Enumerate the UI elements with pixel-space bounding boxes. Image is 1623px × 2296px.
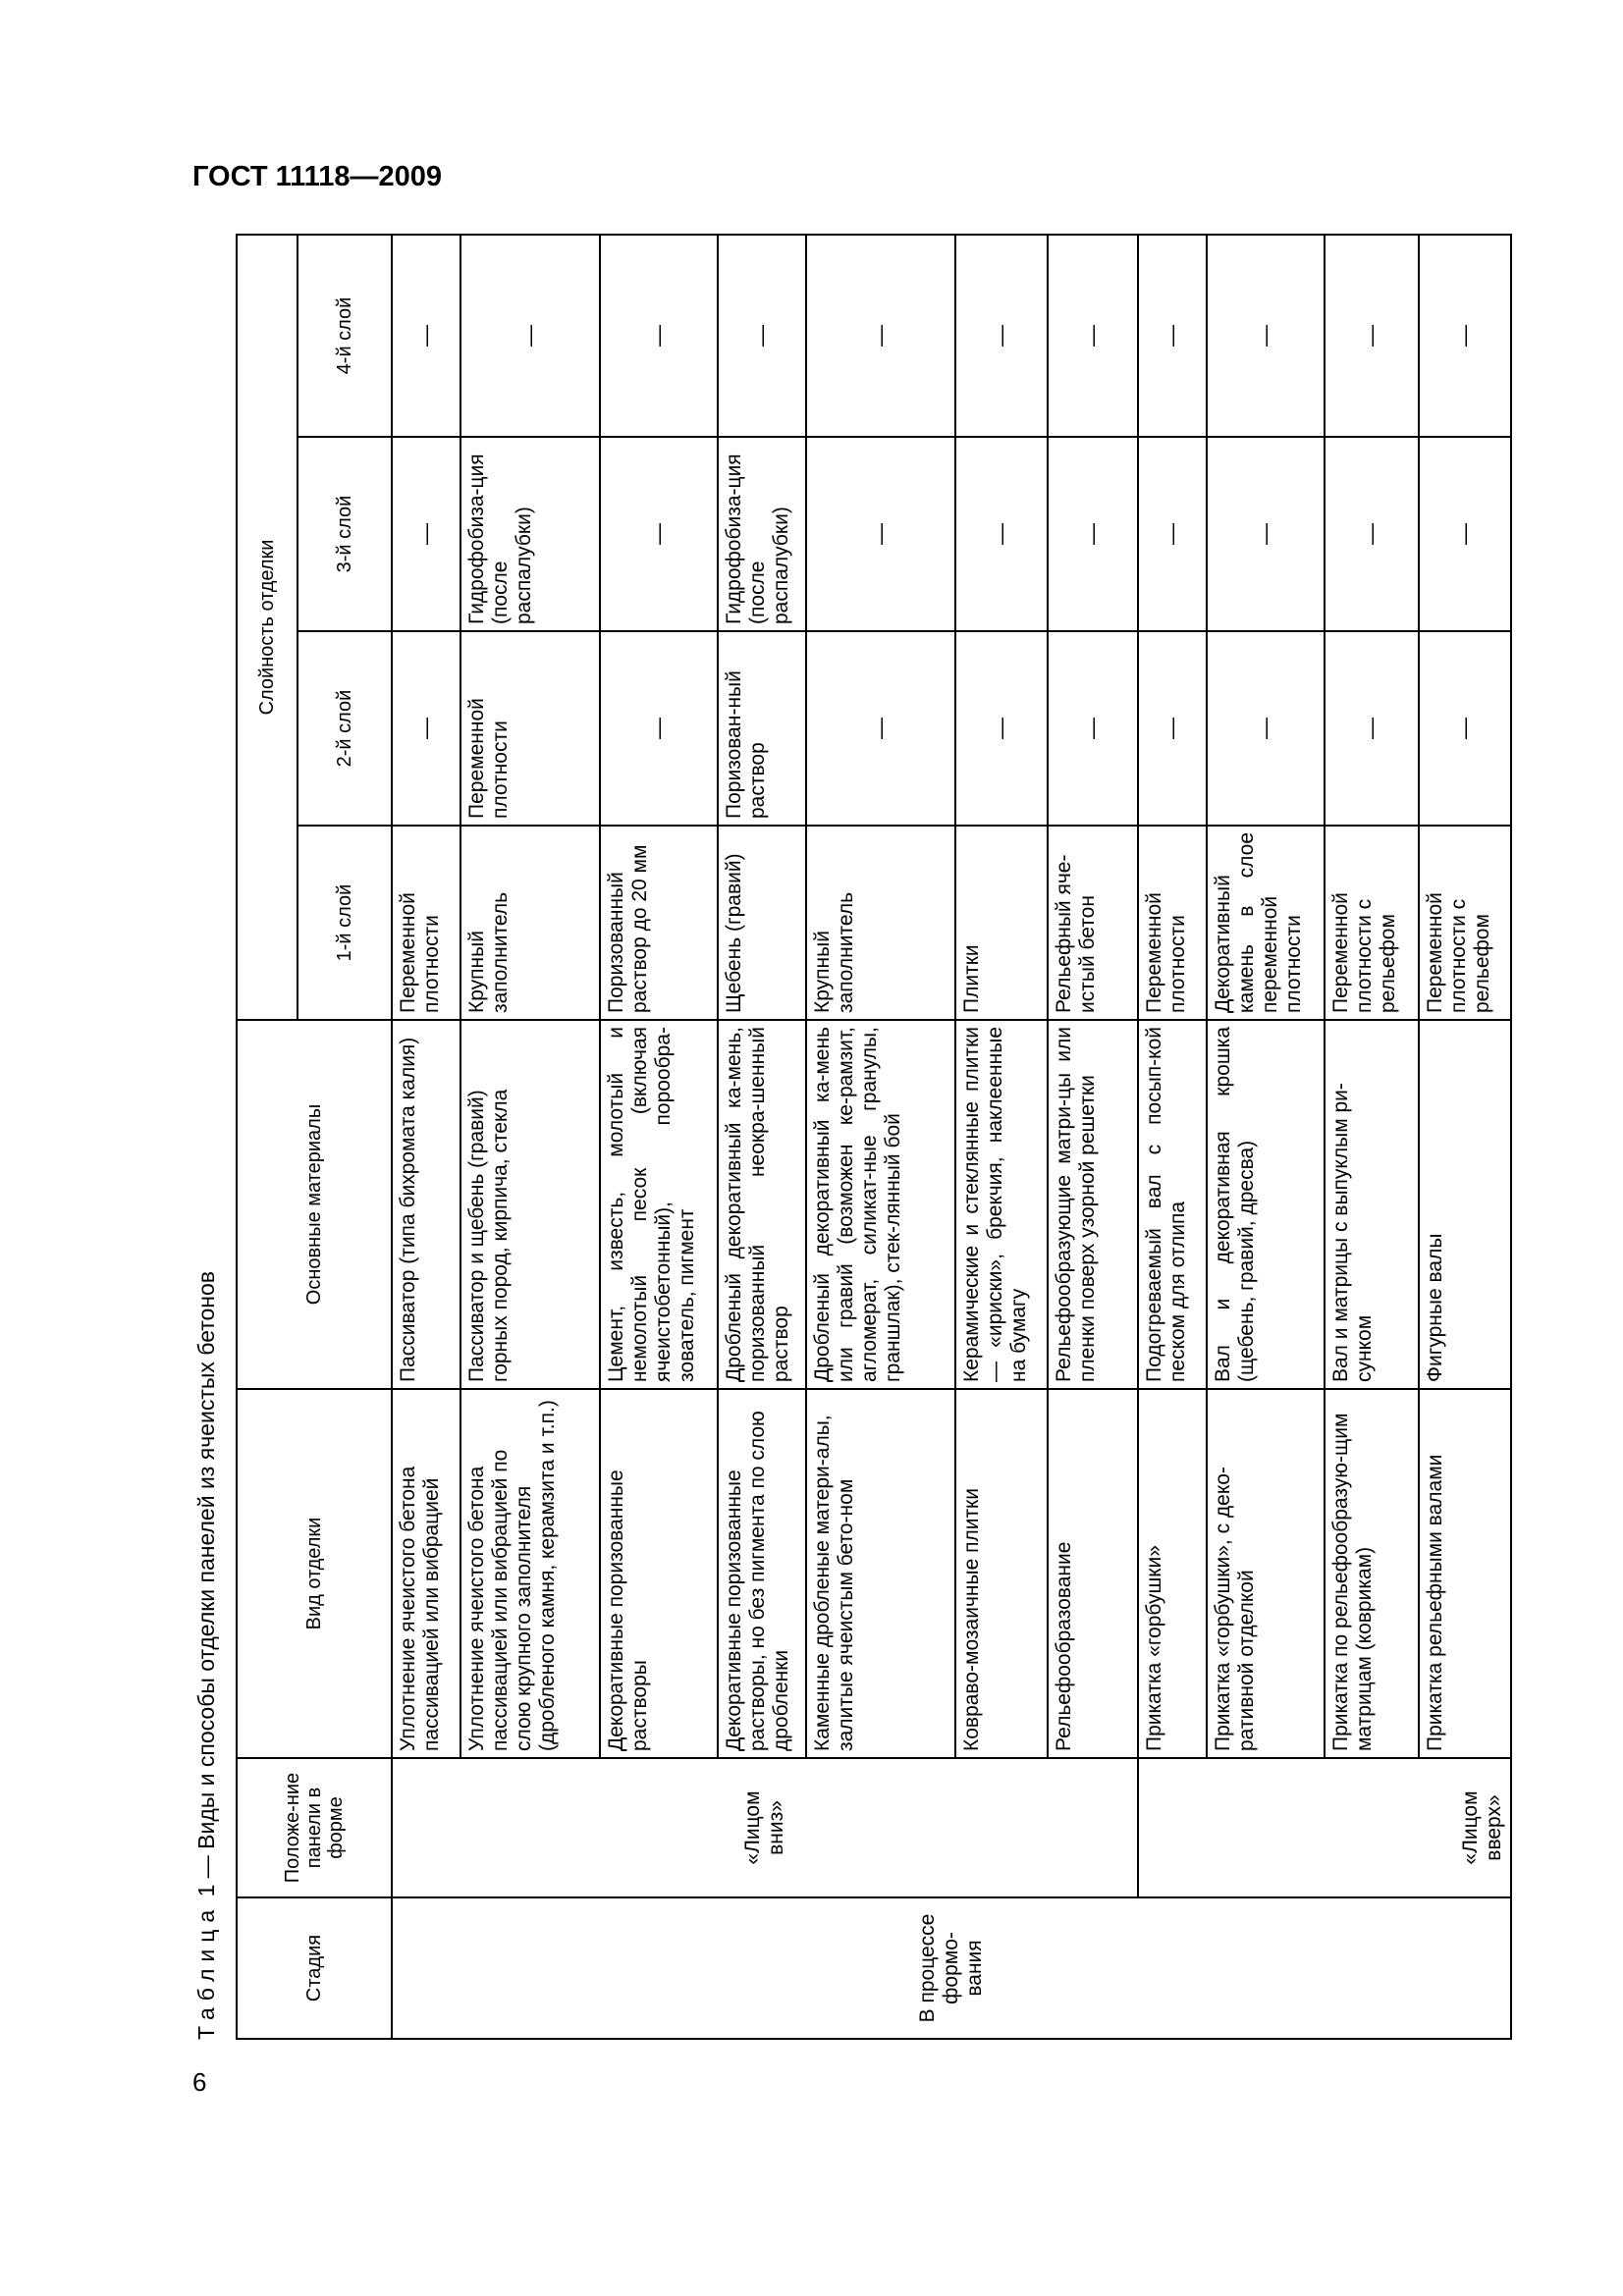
layer2-cell: — [1048,631,1138,826]
layer2-cell: Поризован-ный раствор [718,631,806,826]
finish-cell: Рельефообразование [1048,1389,1138,1758]
layer3-cell: — [392,437,460,631]
finish-cell: Декоративные поризованные растворы [600,1389,718,1758]
layer2-cell: — [1138,631,1207,826]
layer2-cell: — [1325,631,1419,826]
layer3-cell: Гидрофобиза-ция (после распалубки) [718,437,806,631]
layer2-cell: — [806,631,955,826]
layer1-cell: Переменной плотности [392,826,460,1020]
layer1-cell: Переменной плотности с рельефом [1325,826,1419,1020]
layer1-cell: Крупный заполнитель [460,826,600,1020]
page-number: 6 [192,2067,207,2097]
layer1-cell: Поризованный раствор до 20 мм [600,826,718,1020]
table-row [392,235,460,2039]
layer3-cell: — [1207,437,1325,631]
layer4-cell: — [1207,235,1325,437]
finish-cell: Декоративные поризованные растворы, но без пигмента по слою дробленки [718,1389,806,1758]
document-header: ГОСТ 11118—2009 [192,161,442,192]
layer2-cell: Переменной плотности [460,631,600,826]
layer4-cell: — [718,235,806,437]
materials-cell: Вал и матрицы с выпуклым ри-сунком [1325,1020,1419,1389]
table-row [1138,235,1207,2039]
layer2-cell: — [1207,631,1325,826]
layer2-cell: — [392,631,460,826]
table-caption [192,1271,220,2040]
materials-cell: Керамические и стеклянные плитки — «ириски», брекчия, наклеенные на бумагу [955,1020,1048,1389]
header-layer-1: 1-й слой [298,826,392,1020]
finish-cell: Каменные дробленые матери-алы, залитые ячеистым бето-ном [806,1389,955,1758]
materials-cell: Вал и декоративная крошка (щебень, гравий, дресва) [1207,1020,1325,1389]
materials-cell: Пассиватор и щебень (гравий) горных пород, кирпича, стекла [460,1020,600,1389]
layer4-cell: — [1048,235,1138,437]
layer4-cell: — [1138,235,1207,437]
layer3-cell: — [955,437,1048,631]
materials-cell: Подогреваемый вал с посып-кой песком для отлипа [1138,1020,1207,1389]
materials-cell: Пассиватор (типа бихромата калия) [392,1020,460,1389]
finish-cell: Прикатка «горбушки», с деко-ративной отделкой [1207,1389,1325,1758]
layer3-cell: — [1138,437,1207,631]
layer4-cell: — [955,235,1048,437]
header-layer-3: 3-й слой [298,437,392,631]
layer1-cell: Переменной плотности с рельефом [1419,826,1511,1020]
table-caption-prefix: Таблица [193,1902,219,2040]
layer3-cell: Гидрофобиза-ция (после распалубки) [460,437,600,631]
layer4-cell: — [1419,235,1511,437]
header-stage: Стадия [237,1897,392,2039]
layer1-cell: Декоративный камень в слое переменной плотности [1207,826,1325,1020]
header-finish-type: Вид отделки [237,1389,392,1758]
layer3-cell: — [1048,437,1138,631]
layer4-cell: — [600,235,718,437]
materials-cell: Фигурные валы [1419,1020,1511,1389]
layer3-cell: — [806,437,955,631]
position-up-cell: «Лицом вверх» [1138,1758,1511,1897]
layer1-cell: Крупный заполнитель [806,826,955,1020]
layer4-cell: — [1325,235,1419,437]
finish-cell: Уплотнение ячеистого бетона пассивацией или вибрацией по слою крупного заполнителя (дробленого камня, керамзита и т.п.) [460,1389,600,1758]
layer4-cell: — [806,235,955,437]
finish-cell: Прикатка по рельефообразую-щим матрицам (коврикам) [1325,1389,1419,1758]
table-caption-text: 1 — Виды и способы отделки панелей из ячеистых бетонов [193,1271,219,1897]
layer1-cell: Переменной плотности [1138,826,1207,1020]
header-layering: Слойность отделки [237,235,298,1020]
table-header-row [237,235,298,2039]
stage-cell: В процессе формо-вания [392,1897,1511,2039]
header-layer-2: 2-й слой [298,631,392,826]
materials-cell: Цемент, известь, молотый и немолотый песок (включая ячеистобетонный), порообра-зователь, пигмент [600,1020,718,1389]
header-layer-4: 4-й слой [298,235,392,437]
layer1-cell: Рельефный яче-истый бетон [1048,826,1138,1020]
rotated-table-block [192,236,1505,2040]
finishing-table [236,234,1512,2040]
layer2-cell: — [955,631,1048,826]
materials-cell: Дробленый декоративный ка-мень, поризованный неокра-шенный раствор [718,1020,806,1389]
header-position: Положе-ние панели в форме [237,1758,392,1897]
layer4-cell: — [392,235,460,437]
layer2-cell: — [1419,631,1511,826]
layer3-cell: — [1325,437,1419,631]
layer1-cell: Плитки [955,826,1048,1020]
finish-cell: Прикатка «горбушки» [1138,1389,1207,1758]
materials-cell: Рельефообразующие матри-цы или пленки поверх узорной решетки [1048,1020,1138,1389]
header-materials: Основные материалы [237,1020,392,1389]
layer4-cell: — [460,235,600,437]
layer3-cell: — [1419,437,1511,631]
finish-cell: Прикатка рельефными валами [1419,1389,1511,1758]
layer1-cell: Щебень (гравий) [718,826,806,1020]
layer3-cell: — [600,437,718,631]
materials-cell: Дробленый декоративный ка-мень или гравий (возможен ке-рамзит, агломерат, силикат-ные гранулы, граншлак), стек-лянный бой [806,1020,955,1389]
finish-cell: Уплотнение ячеистого бетона пассивацией или вибрацией [392,1389,460,1758]
position-down-cell: «Лицом вниз» [392,1758,1138,1897]
finish-cell: Ковраво-мозаичные плитки [955,1389,1048,1758]
layer2-cell: — [600,631,718,826]
